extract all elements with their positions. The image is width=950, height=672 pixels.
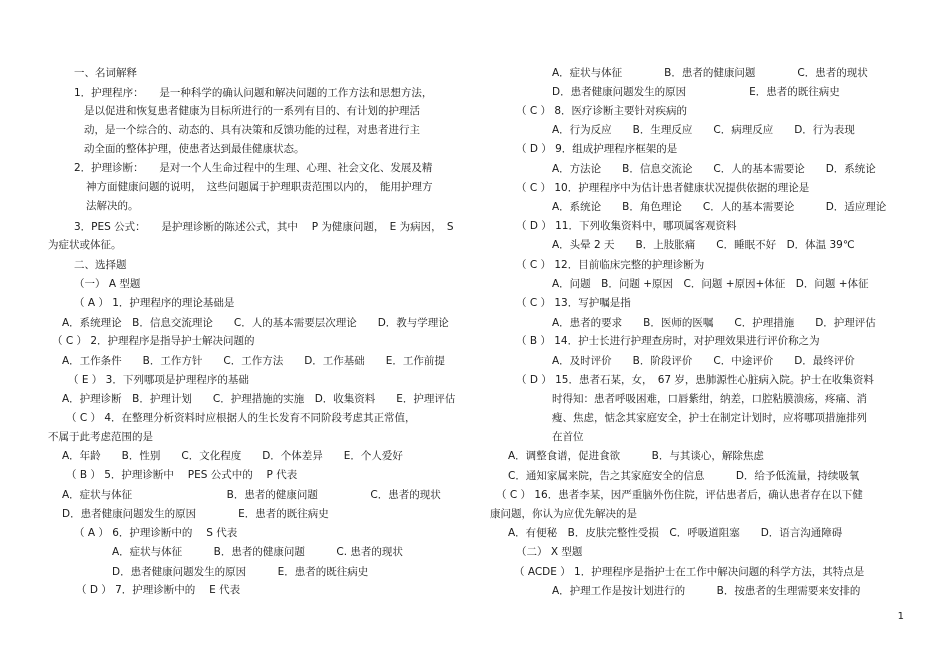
question-line: （ D ） 11．下列收集资料中，哪项属客观资料 <box>516 220 737 232</box>
options-line: A．及时评价 B．阶段评价 C．中途评价 D．最终评价 <box>552 355 855 367</box>
options-line: A．有便秘 B．皮肤完整性受损 C．呼吸道阻塞 D．语言沟通障碍 <box>508 527 843 539</box>
options-line: D．患者健康问题发生的原因 E．患者的既往病史 <box>62 508 329 520</box>
question-line: （ D ） 15．患者石某，女， 67 岁，患肺源性心脏病入院。护士在收集资料 <box>516 374 874 386</box>
text-line: 动，是一个综合的、动态的、具有决策和反馈功能的过程，对患者进行主 <box>84 124 420 136</box>
options-line: A．系统论 B．角色理论 C．人的基本需要论 D．适应理论 <box>552 201 887 213</box>
question-line: （ C ） 16．患者李某，因严重脑外伤住院，评估患者后，确认患者存在以下健 <box>496 489 863 501</box>
options-line: A．工作条件 B．工作方针 C．工作方法 D．工作基础 E．工作前提 <box>62 355 445 367</box>
options-line: D．患者健康问题发生的原因 E．患者的既往病史 <box>112 566 369 578</box>
question-line: （ C ） 2．护理程序是指导护士解决问题的 <box>52 335 255 347</box>
options-line: A．头晕 2 天 B．上肢胀痛 C．睡眠不好 D．体温 39℃ <box>552 239 855 251</box>
text-line: 3．PES 公式： 是护理诊断的陈述公式，其中 P 为健康问题， E 为病因， S <box>74 221 454 233</box>
options-line: A．调整食谱，促进食欲 B．与其谈心，解除焦虑 <box>508 450 764 462</box>
options-line: A．方法论 B．信息交流论 C．人的基本需要论 D．系统论 <box>552 163 876 175</box>
question-line: （ B ） 14．护士长进行护理查房时，对护理效果进行评价称之为 <box>516 335 820 347</box>
options-line: D．患者健康问题发生的原因 E．患者的既往病史 <box>552 86 840 98</box>
options-line: A．行为反应 B．生理反应 C．病理反应 D．行为表现 <box>552 124 855 136</box>
question-line: 瘦、焦虑，惦念其家庭安全，护士在制定计划时，应将哪项措施排列 <box>552 412 867 424</box>
question-line: 康问题，你认为应优先解决的是 <box>490 508 637 520</box>
text-line: 法解决的。 <box>86 200 139 212</box>
question-line: （ C ） 4．在整理分析资料时应根据人的生长发育不同阶段考虑其正常值， <box>66 412 416 424</box>
text-line: 2．护理诊断： 是对一个人生命过程中的生理、心理、社会文化、发展及精 <box>74 162 433 174</box>
question-line: （ B ） 5．护理诊断中 PES 公式中的 P 代表 <box>66 469 298 481</box>
options-line: A．患者的要求 B．医师的医嘱 C．护理措施 D．护理评估 <box>552 317 876 329</box>
page-number: 1 <box>897 611 904 622</box>
text-line: 一、名词解释 <box>74 67 137 79</box>
question-line: （ E ） 3．下列哪项是护理程序的基础 <box>68 374 249 386</box>
text-line: 是以促进和恢复患者健康为目标所进行的一系列有目的、有计划的护理活 <box>84 105 420 117</box>
question-line: 不属于此考虑范围的是 <box>48 431 153 443</box>
options-line: A．年龄 B．性别 C．文化程度 D．个体差异 E．个人爱好 <box>62 450 403 462</box>
question-line: （ C ） 12．目前临床完整的护理诊断为 <box>516 259 705 271</box>
question-line: （ D ） 7．护理诊断中的 E 代表 <box>76 584 241 596</box>
options-line: A．护理工作是按计划进行的 B．按患者的生理需要来安排的 <box>552 585 861 597</box>
options-line: A．症状与体征 B．患者的健康问题 C．患者的现状 <box>62 489 441 501</box>
subsection-heading: （一） A 型题 <box>74 278 141 290</box>
question-line: （ A ） 6．护理诊断中的 S 代表 <box>74 527 238 539</box>
options-line: C．通知家属来院，告之其家庭安全的信息 D．给予低流量，持续吸氧 <box>508 470 860 482</box>
options-line: A．症状与体征 B．患者的健康问题 C．患者的现状 <box>552 67 868 79</box>
text-line: 为症状或体征。 <box>48 239 122 251</box>
options-line: A．系统理论 B．信息交流理论 C．人的基本需要层次理论 D．教与学理论 <box>62 317 449 329</box>
question-line: （ ACDE ） 1．护理程序是指护士在工作中解决问题的科学方法，其特点是 <box>514 566 865 578</box>
section-heading: 二、选择题 <box>74 259 127 271</box>
subsection-heading: （二） X 型题 <box>516 546 583 558</box>
text-line: 神方面健康问题的说明， 这些问题属于护理职责范围以内的， 能用护理方 <box>86 181 433 193</box>
options-line: A．护理诊断 B．护理计划 C．护理措施的实施 D．收集资料 E．护理评估 <box>62 393 456 405</box>
question-line: （ C ） 10．护理程序中为估计患者健康状况提供依据的理论是 <box>516 182 810 194</box>
question-line: 时得知：患者呼吸困难，口唇紫绀，纳差，口腔粘膜溃疡，疼痛、消 <box>552 393 867 405</box>
text-line: 1．护理程序： 是一种科学的确认问题和解决问题的工作方法和思想方法， <box>74 87 433 99</box>
question-line: （ C ） 8．医疗诊断主要针对疾病的 <box>516 105 688 117</box>
options-line: A．问题 B．问题 +原因 C．问题 +原因+体征 D．问题 +体征 <box>552 278 869 290</box>
question-line: （ D ） 9．组成护理程序框架的是 <box>516 143 678 155</box>
text-line: 动全面的整体护理，使患者达到最佳健康状态。 <box>84 143 305 155</box>
options-line: A．症状与体征 B．患者的健康问题 C. 患者的现状 <box>112 546 403 558</box>
question-line: （ A ） 1．护理程序的理论基础是 <box>74 297 235 309</box>
question-line: 在首位 <box>552 431 584 443</box>
question-line: （ C ） 13．写护嘱是指 <box>516 297 631 309</box>
